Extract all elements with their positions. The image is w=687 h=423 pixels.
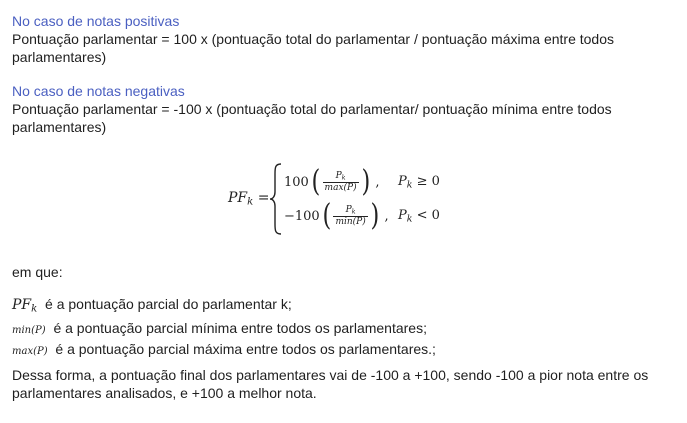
condition-positive: $P_k \ge 0$: [398, 174, 440, 191]
definition-symbol: max(P): [12, 345, 48, 357]
definition-symbol: $PF_k$: [12, 297, 38, 315]
negative-heading: No caso de notas negativas: [12, 83, 185, 99]
definition-item: min(P) é a pontuação parcial mínima entre todos os parlamentares;: [12, 319, 427, 336]
definitions-list: [12, 295, 677, 361]
where-label: em que:: [12, 264, 63, 280]
condition-negative: $P_k < 0$: [398, 208, 440, 225]
positive-formula-text: Pontuação parlamentar = 100 x (pontuação total do parlamentar / pontuação máxima entre todos parlamentares): [12, 31, 614, 65]
definition-item: $PF_k$ é a pontuação parcial do parlamentar k;: [12, 296, 292, 315]
left-brace-icon: [269, 162, 283, 236]
positive-heading: No caso de notas positivas: [12, 13, 180, 29]
piecewise-formula: [228, 162, 468, 236]
negative-section: [12, 82, 677, 136]
formula-case-positive: 100 ( $\frac{P_k}{\max(P)}$ ) ,: [284, 164, 380, 199]
fraction-negative: $\frac{P_k}{\min(P)}$: [335, 204, 366, 228]
negative-formula-text: Pontuação parlamentar = -100 x (pontuação total do parlamentar/ pontuação mínima entre todos parlamentares): [12, 101, 612, 135]
definition-symbol: min(P): [12, 324, 46, 336]
formula-case-negative: −100 ( $\frac{P_k}{\min(P)}$ ) ,: [284, 198, 389, 233]
definition-item: max(P) é a pontuação parcial máxima entre todos os parlamentares.;: [12, 340, 436, 357]
fraction-positive: $\frac{P_k}{\max(P)}$: [324, 170, 357, 194]
conclusion-text: Dessa forma, a pontuação final dos parlamentares vai de -100 a +100, sendo -100 a pior nota entre os parlamentares analisados, e +100 a melhor nota.: [12, 367, 649, 401]
positive-section: [12, 12, 677, 66]
formula-lhs: $PF_k$ =: [228, 190, 270, 208]
